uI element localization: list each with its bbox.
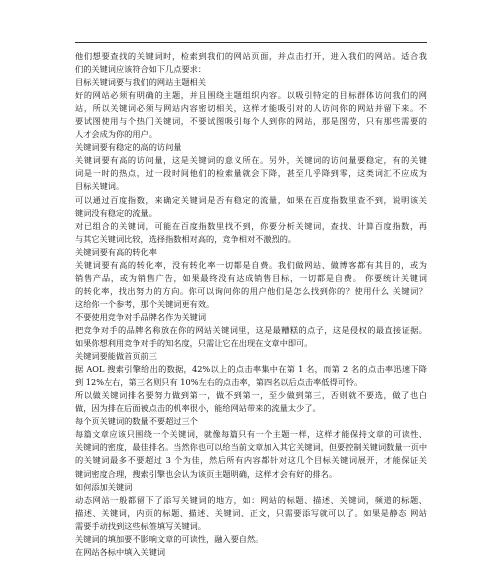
text-line: 不要使用竞争对手品牌名作为关键词 xyxy=(75,311,207,322)
text-line: 如何添加关键词 xyxy=(75,481,133,492)
text-line: 如果你想利用竞争对手的知名度，只需让它在出现在文章中即可。 xyxy=(75,338,313,349)
text-line: 词是一时的热点，过一段时间他们的检索量就会下降，甚至几乎降到零，这类词汇不应成为 xyxy=(75,168,427,179)
text-line: 做，因为排在后面被点击的机率很小，能给网站带来的流量太少了。 xyxy=(75,403,321,414)
text-line: 目标关键词要与我们的网站主题相关 xyxy=(75,77,207,88)
text-line: 键词密度合理，搜索引擎也会认为该页主题明确，这样才会有好的排名。 xyxy=(75,468,338,479)
text-line: 关键词要有高的转化率，没有转化率一切都是自费。我们做网站、做博客都有其目的，或为 xyxy=(75,259,427,270)
text-line: 关键词的填加要不影响文章的可读性，融入要自然。 xyxy=(75,533,264,544)
text-line: 与其它关键词比较，选择指数相对高的，竞争相对不激烈的。 xyxy=(75,233,297,244)
text-line: 每篇文章应该只围绕一个关键词，就像每篇只有一个主题一样，这样才能保持文章的可读性、 xyxy=(75,429,427,440)
text-line: 关键词要有稳定的高的访问量 xyxy=(75,142,182,153)
text-line: 人才会成为你的用户。 xyxy=(75,129,157,140)
text-line: 要试图使用与个热门关键词，不要试图吸引每个人到你的网站，那是图劳，只有那些需要的 xyxy=(75,116,427,127)
text-line: 动态网站一般都留下了添写关键词的地方，如：网站的标题、描述、关键词，频道的标题、 xyxy=(75,494,427,505)
text-line: 键词没有稳定的流量。 xyxy=(75,207,157,218)
text-line: 关键词要有高的转化率 xyxy=(75,246,157,257)
text-line: 站，所以关键词必须与网站内容密切相关，这样才能吸引对的人访问你的网站并留下来。不 xyxy=(75,103,427,114)
text-line: 对已组合的关键词，可能在百度指数里找不到，你要分析关键词，查找、计算百度指数，再 xyxy=(75,220,427,231)
header-rule xyxy=(75,42,427,43)
text-line: 好的网站必须有明确的主题，并且围绕主题组织内容。以吸引特定的目标群体访问我们的网 xyxy=(75,90,427,101)
text-line: 们的关键词应该符合如下几点要求： xyxy=(75,64,207,75)
text-line: 他们想要查找的关键词时，检索到我们的网站页面，并点击打开，进入我们的网站。适合我 xyxy=(75,51,427,61)
text-line: 目标关键词。 xyxy=(75,181,125,192)
text-line: 把竞争对手的品牌名称放在你的网站关键词里，这是最糟糕的点子，这是侵权的最直接证据。 xyxy=(75,324,427,335)
document-body xyxy=(75,50,427,559)
text-line: 据 AOL 搜索引擎给出的数据，42%以上的点击率集中在第 1 名，而第 2 名的点击率迅速下降 xyxy=(75,364,427,375)
text-line: 所以做关键词排名要努力做到第一，做不到第一，至少做到第三，否则就不要选，做了也白 xyxy=(75,390,427,401)
text-line: 的关键词最多不要超过 3 个为佳，然后所有内容都针对这几个目标关键词展开，才能保证关 xyxy=(75,455,427,466)
text-line: 关键词的密度，最佳排名。当然你也可以给当前文章加入其它关键词，但要控制关键词数量一页中 xyxy=(75,442,427,453)
text-line: 需要手动找到这些标签填写关键词。 xyxy=(75,520,207,531)
document-page xyxy=(75,0,427,565)
text-line: 关键词要有高的访问量，这是关键词的意义所在。另外，关键词的访问量要稳定，有的关键 xyxy=(75,155,427,166)
text-line: 的转化率，找出努力的方向。你可以询问你的用户他们是怎么找到你的？使用什么 关键词？ xyxy=(75,285,427,296)
text-line: 销售产品，或为销售广告，如果最终没有达成销售目标，一切都是自费。 你要统计关键词 xyxy=(75,272,427,283)
text-line: 每个页关键词的数量不要超过三个 xyxy=(75,416,198,427)
text-line: 在网站各标中填入关键词 xyxy=(75,546,166,557)
text-line: 这给你一个参考，那个关键词更有效。 xyxy=(75,298,215,309)
text-line: 到 12%左右，第三名则只有 10%左右的点击率，第四名以后点击率低得可怜。 xyxy=(75,377,363,388)
text-line: 关键词要能做首页前三 xyxy=(75,351,157,362)
text-line: 可以通过百度指数，来确定关键词是否有稳定的流量，如果在百度指数里查不到，说明该关 xyxy=(75,194,427,205)
text-line: 描述、关键词，内页的标题、描述、关键词、正文，只需要添写就可以了。如果是静态 网站 xyxy=(75,507,427,518)
